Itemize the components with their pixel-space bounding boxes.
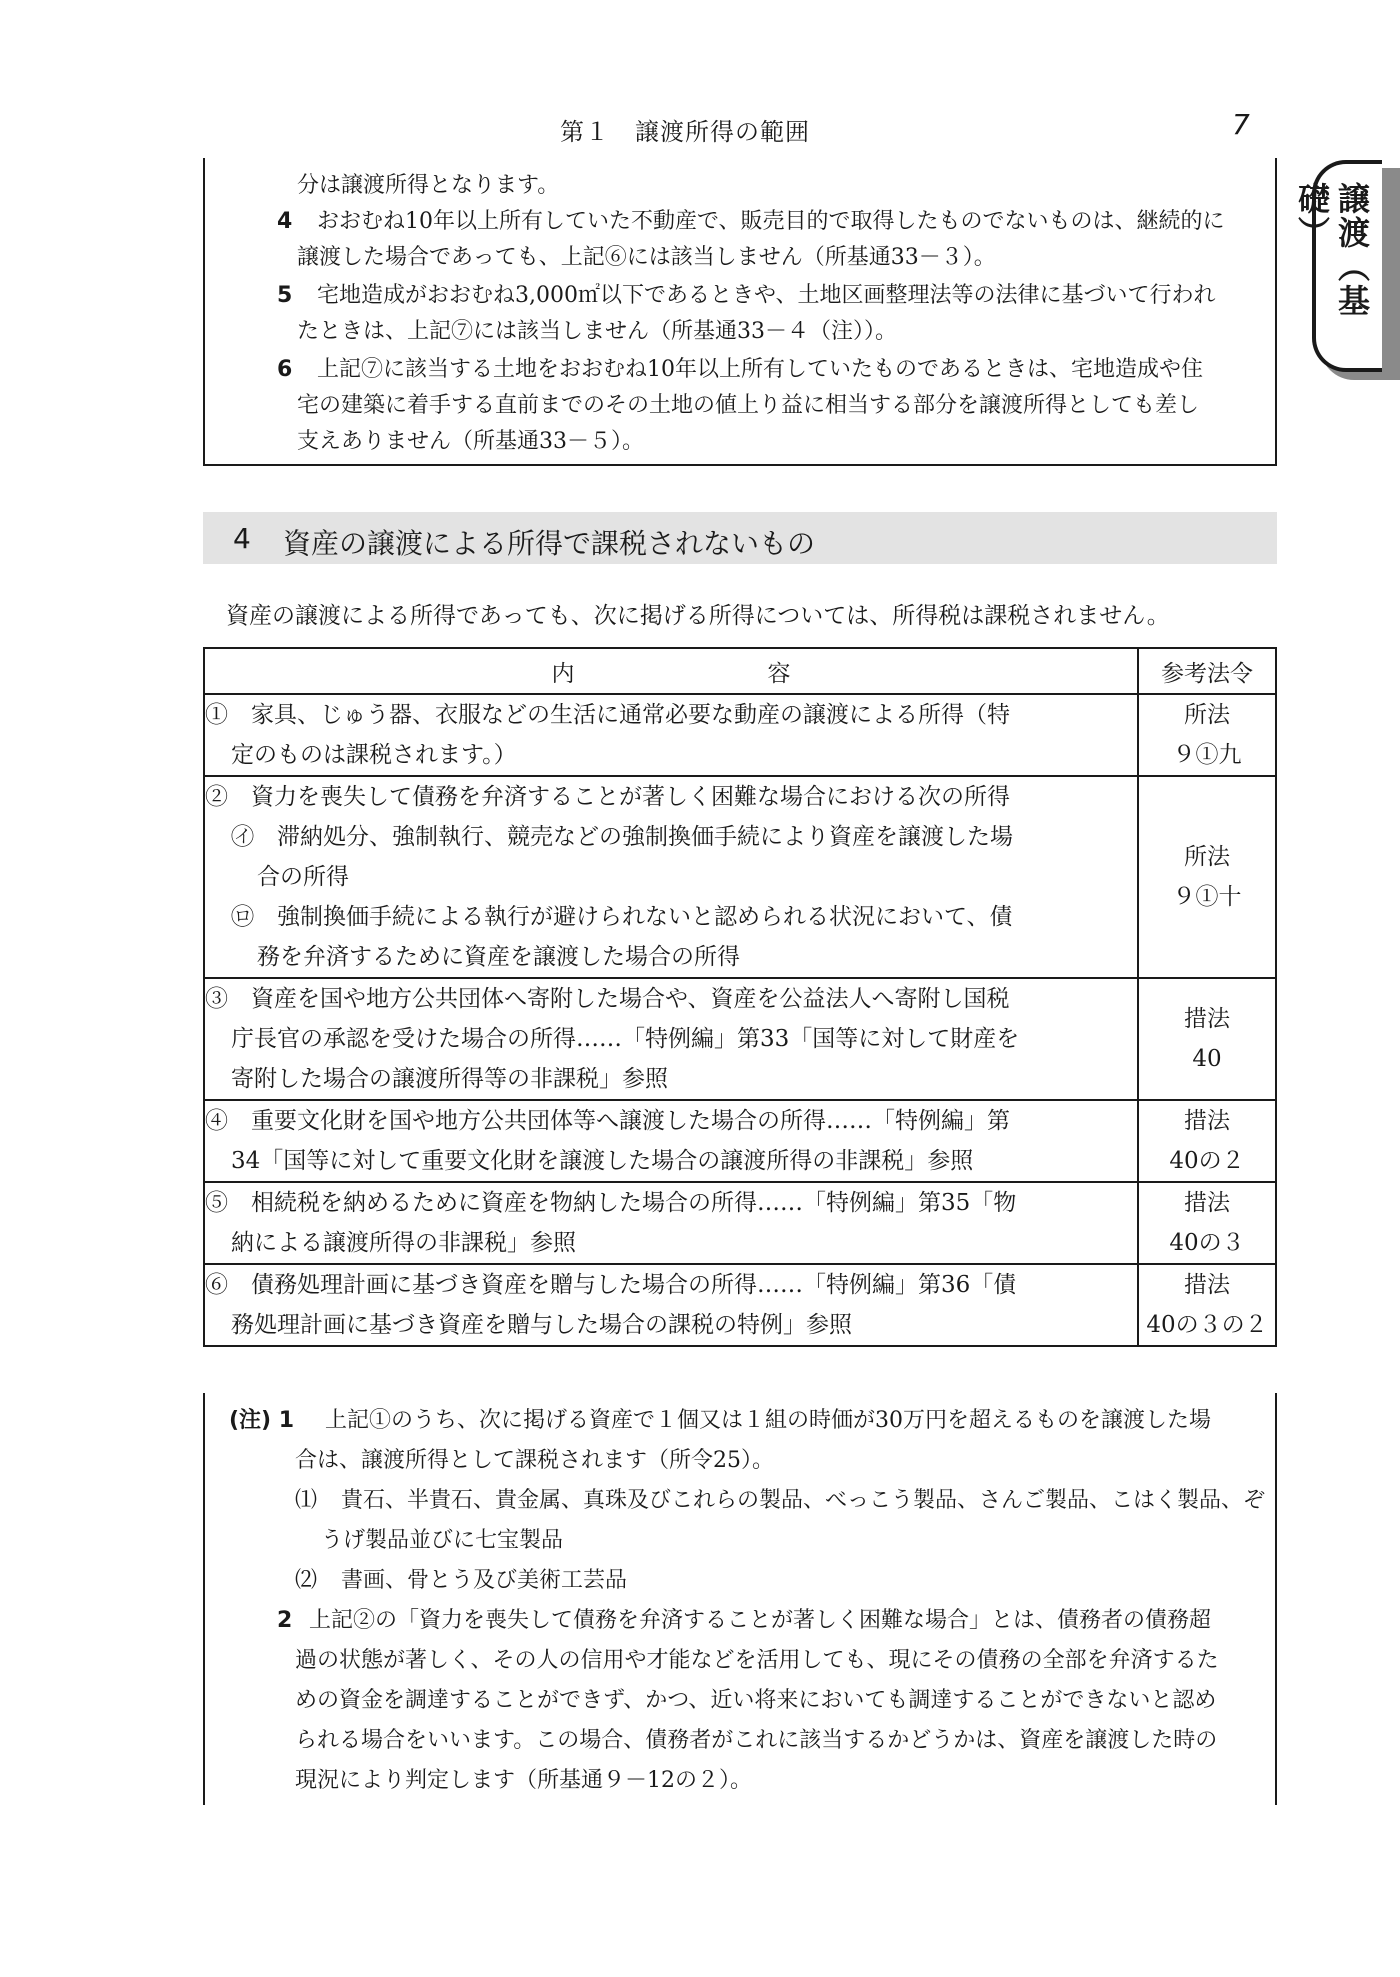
ref-article: ９①九 [1172,742,1242,768]
item-line: 宅の建築に着手する直前までのその土地の値上り益に相当する部分を譲渡所得としても差し [297,393,1200,418]
row-line: ① 家具、じゅう器、衣服などの生活に通常必要な動産の譲渡による所得（特 [205,702,1010,728]
row-line: 務を弁済するために資産を譲渡した場合の所得 [257,944,740,970]
row-content [204,1100,1138,1182]
note-label: (注) 1 [229,1408,295,1433]
header-content-char: 容 [767,660,791,687]
continued-line: 分は譲渡所得となります。 [297,173,560,198]
side-tab-label: 譲渡（基礎） [1293,182,1371,318]
running-header-title: 第１ 譲渡所得の範囲 [560,118,810,146]
sub-note-number: ⑴ [295,1488,318,1513]
ref-law: 所法 [1184,844,1230,870]
ref-law: 措法 [1184,1108,1230,1134]
note-line: られる場合をいいます。この場合、債務者がこれに該当するかどうかは、資産を譲渡した時の [295,1728,1218,1753]
ref-law: 所法 [1184,702,1230,728]
non-taxable-table [203,647,1277,1347]
row-ref [1138,776,1276,978]
note-line: うげ製品並びに七宝製品 [321,1528,564,1553]
ref-article: 40の３の２ [1146,1312,1268,1338]
row-content [204,978,1138,1100]
table-row [204,694,1276,776]
item-number: 5 [277,283,293,308]
note-line: 過の状態が著しく、その人の信用や才能などを活用しても、現にその債務の全部を弁済するた [295,1648,1219,1673]
header-content [204,648,1138,694]
header-content-char: 内 [551,660,575,687]
table-row [204,1264,1276,1346]
note-line: めの資金を調達することができず、かつ、近い将来においても調達することができないと認め [295,1688,1217,1713]
side-tab [1293,160,1382,372]
item-line: 宅地造成がおおむね3,000㎡以下であるときや、土地区画整理法等の法律に基づいて行われ [317,283,1216,308]
note-number: 2 [277,1608,293,1633]
sub-note-number: ⑵ [295,1568,318,1593]
page-number: 7 [1232,108,1250,141]
note-line: 合は、譲渡所得として課税されます（所令25）。 [295,1448,774,1473]
item-line: 上記⑦に該当する土地をおおむね10年以上所有していたものであるときは、宅地造成や住 [317,357,1203,382]
table-row [204,978,1276,1100]
item-line: 譲渡した場合であっても、上記⑥には該当しません（所基通33－３）。 [297,245,996,270]
section-title: 資産の譲渡による所得で課税されないもの [283,527,816,560]
row-line: ㋺ 強制換価手続による執行が避けられないと認められる状況において、債 [231,904,1013,930]
item-line: 支えありません（所基通33－５）。 [297,429,644,454]
row-line: 庁長官の承認を受けた場合の所得……「特例編」第33「国等に対して財産を [231,1026,1020,1052]
row-ref [1138,1182,1276,1264]
row-ref [1138,694,1276,776]
row-ref [1138,978,1276,1100]
notes-box [203,1393,1277,1805]
header-ref: 参考法令 [1138,648,1276,694]
row-line: ⑥ 債務処理計画に基づき資産を贈与した場合の所得……「特例編」第36「債 [205,1272,1017,1298]
item-line: たときは、上記⑦には該当しません（所基通33－４（注））。 [297,319,897,344]
item-number: 4 [277,209,293,234]
row-line: 務処理計画に基づき資産を贈与した場合の課税の特例」参照 [231,1312,852,1338]
row-line: ⑤ 相続税を納めるために資産を物納した場合の所得……「特例編」第35「物 [205,1190,1017,1216]
item-number: 6 [277,357,293,382]
row-line: 34「国等に対して重要文化財を譲渡した場合の譲渡所得の非課税」参照 [231,1148,974,1174]
item-line: おおむね10年以上所有していた不動産で、販売目的で取得したものでないものは、継続的に [317,209,1225,234]
row-line: ② 資力を喪失して債務を弁済することが著しく困難な場合における次の所得 [205,784,1010,810]
note-line: 現況により判定します（所基通９－12の２）。 [295,1768,752,1793]
note-line: 上記②の「資力を喪失して債務を弁済することが著しく困難な場合」とは、債務者の債務超 [309,1608,1212,1633]
ref-article: ９①十 [1172,884,1242,910]
row-content [204,1264,1138,1346]
ref-article: 40の３ [1169,1230,1245,1256]
continued-note-box [203,158,1277,466]
ref-law: 措法 [1184,1006,1230,1032]
section-intro: 資産の譲渡による所得であっても、次に掲げる所得については、所得税は課税されません。 [226,603,1170,629]
table-row [204,1182,1276,1264]
note-line: 上記①のうち、次に掲げる資産で１個又は１組の時価が30万円を超えるものを譲渡した場 [325,1408,1211,1433]
section-heading [203,512,1277,564]
row-line: 寄附した場合の譲渡所得等の非課税」参照 [231,1066,668,1092]
table-header-row [204,648,1276,694]
note-line: 貴石、半貴石、貴金属、真珠及びこれらの製品、べっこう製品、さんご製品、こはく製品、ぞ [341,1488,1266,1513]
row-line: 合の所得 [257,864,349,890]
ref-article: 40の２ [1169,1148,1245,1174]
row-content [204,776,1138,978]
row-content [204,1182,1138,1264]
section-number: 4 [233,522,251,555]
ref-article: 40 [1192,1046,1222,1072]
table-row [204,776,1276,978]
row-ref [1138,1264,1276,1346]
row-line: ④ 重要文化財を国や地方公共団体等へ譲渡した場合の所得……「特例編」第 [205,1108,1010,1134]
row-line: 定のものは課税されます。） [231,742,517,768]
table-row [204,1100,1276,1182]
row-line: ㋑ 滞納処分、強制執行、競売などの強制換価手続により資産を譲渡した場 [231,824,1013,850]
row-line: 納による譲渡所得の非課税」参照 [231,1230,576,1256]
ref-law: 措法 [1184,1190,1230,1216]
row-ref [1138,1100,1276,1182]
row-content [204,694,1138,776]
note-line: 書画、骨とう及び美術工芸品 [341,1568,628,1593]
ref-law: 措法 [1184,1272,1230,1298]
row-line: ③ 資産を国や地方公共団体へ寄附した場合や、資産を公益法人へ寄附し国税 [205,986,1010,1012]
